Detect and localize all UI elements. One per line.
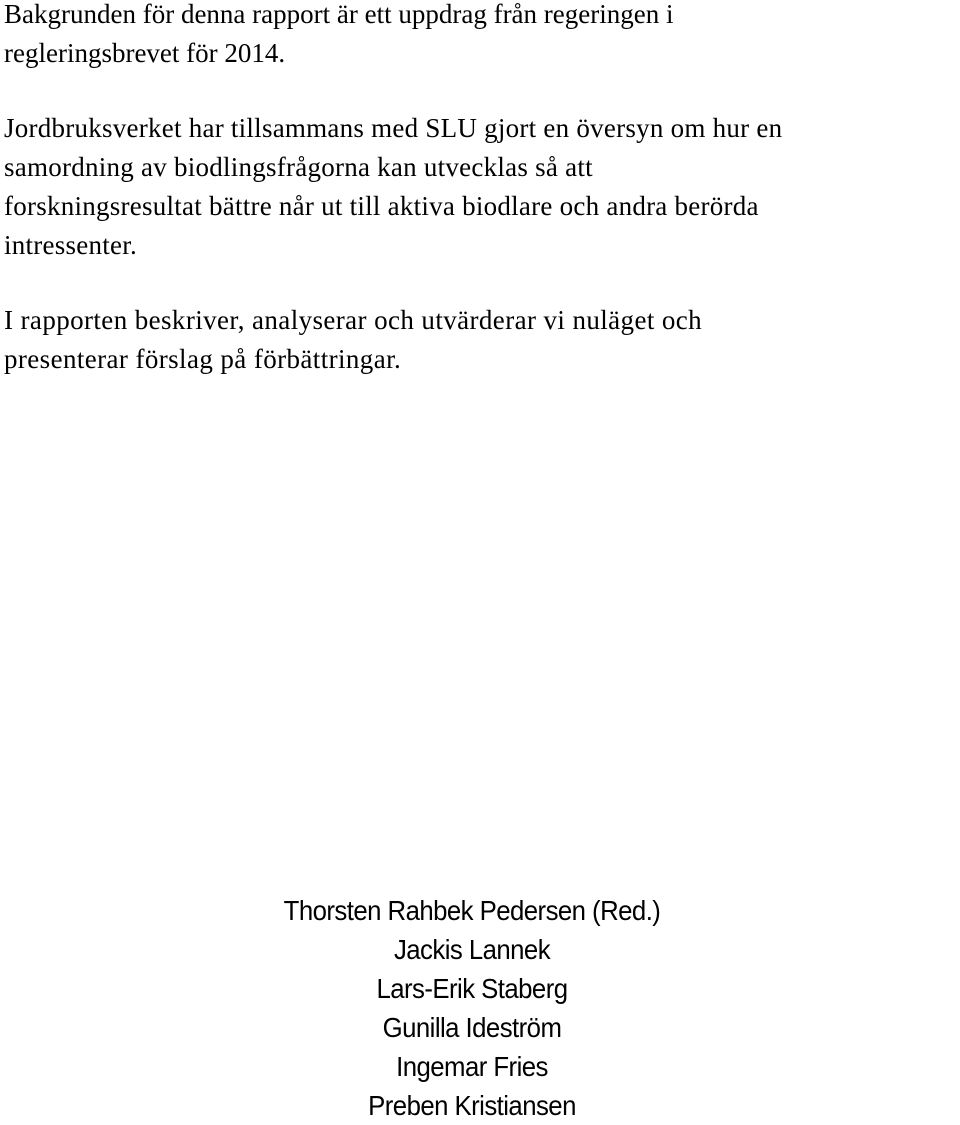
paragraph-background [4,0,954,73]
author-list [38,891,906,1125]
text-line: I rapporten beskriver, analyserar och utvärderar vi nuläget och [4,305,703,335]
text-line: Bakgrunden för denna rapport är ett uppdrag från regeringen i [4,0,674,29]
text-line: forskningsresultat bättre når ut till aktiva biodlare och andra berörda [4,191,759,221]
paragraph-report-summary [4,301,954,379]
text-line: regleringsbrevet för 2014. [4,38,286,68]
text-line: intressenter. [4,230,137,260]
text-line: samordning av biodlingsfrågorna kan utvecklas så att [4,152,593,182]
text-line: presenterar förslag på förbättringar. [4,344,402,374]
author-name: Thorsten Rahbek Pedersen (Red.) [283,895,661,926]
paragraph-review [4,109,954,265]
author-name: Lars-Erik Staberg [376,973,568,1004]
author-name: Ingemar Fries [396,1051,548,1082]
author-name: Preben Kristiansen [368,1090,576,1121]
author-name: Jackis Lannek [393,934,551,965]
author-name: Gunilla Ideström [382,1012,562,1043]
text-line: Jordbruksverket har tillsammans med SLU gjort en översyn om hur en [4,113,783,143]
